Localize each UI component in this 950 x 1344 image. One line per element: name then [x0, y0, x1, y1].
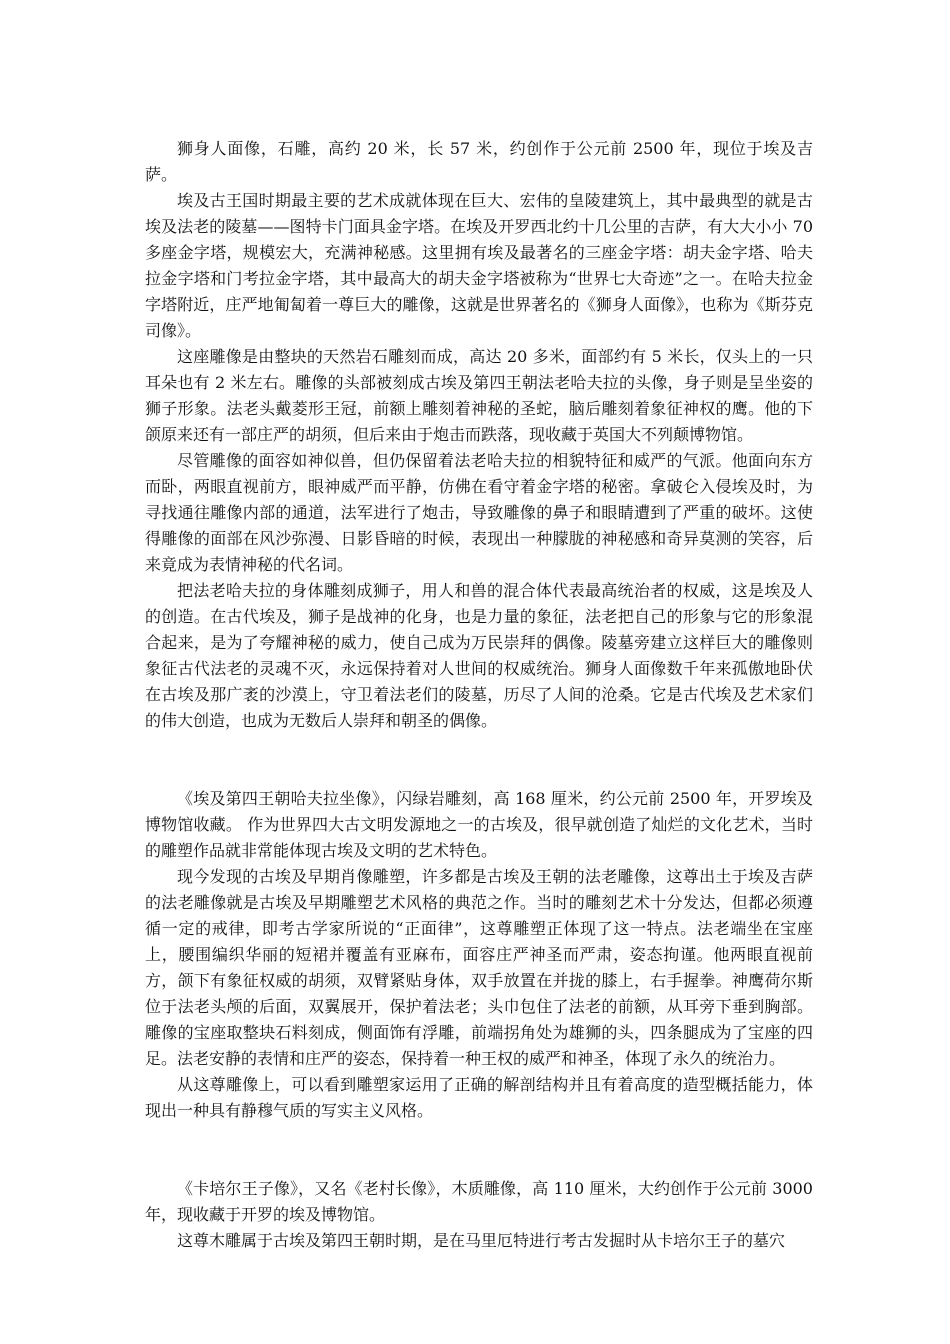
section-spacer	[145, 734, 813, 786]
paragraph: 狮身人面像，石雕，高约 20 米，长 57 米，约创作于公元前 2500 年，现位于埃及吉萨。	[145, 139, 813, 184]
paragraph: 这尊木雕属于古埃及第四王朝时期，是在马里厄特进行考古发掘时从卡培尔王子的墓穴	[177, 1231, 786, 1250]
paragraph: 从这尊雕像上，可以看到雕塑家运用了正确的解剖结构并且有着高度的造型概括能力，体现出一种具有静穆气质的写实主义风格。	[145, 1075, 813, 1120]
paragraph: 《卡培尔王子像》，又名《老村长像》，木质雕像，高 110 厘米，大约创作于公元前 3000 年，现收藏于开罗的埃及博物馆。	[145, 1179, 813, 1224]
section-sphinx	[145, 136, 813, 734]
paragraph: 《埃及第四王朝哈夫拉坐像》，闪绿岩雕刻，高 168 厘米，约公元前 2500 年，开罗埃及博物馆收藏。 作为世界四大古文明发源地之一的古埃及，很早就创造了灿烂的文化艺术，当时的雕塑作品就非常能体现古埃及文明的艺术特色。	[145, 789, 813, 860]
section-kaaper-statue	[145, 1176, 813, 1254]
section-khafre-statue	[145, 786, 813, 1124]
paragraph: 现今发现的古埃及早期肖像雕塑，许多都是古埃及王朝的法老雕像，这尊出土于埃及吉萨的法老雕像就是古埃及早期雕塑艺术风格的典范之作。当时的雕刻艺术十分发达，但都必须遵循一定的戒律，即考古学家所说的“正面律”，这尊雕塑正体现了这一特点。法老端坐在宝座上，腰围编织华丽的短裙并覆盖有亚麻布，面容庄严神圣而严肃，姿态拘谨。他两眼直视前方，颌下有象征权威的胡须，双臂紧贴身体，双手放置在并拢的膝上，右手握拳。神鹰荷尔斯位于法老头颅的后面，双翼展开，保护着法老；头巾包住了法老的前额，从耳旁下垂到胸部。雕像的宝座取整块石料刻成，侧面饰有浮雕，前端拐角处为雄狮的头，四条腿成为了宝座的四足。法老安静的表情和庄严的姿态，保持着一种王权的威严和神圣，体现了永久的统治力。	[145, 867, 813, 1068]
paragraph: 这座雕像是由整块的天然岩石雕刻而成，高达 20 多米，面部约有 5 米长，仅头上的一只耳朵也有 2 米左右。雕像的头部被刻成古埃及第四王朝法老哈夫拉的头像，身子则是呈坐姿的狮子形象。法老头戴菱形王冠，前额上雕刻着神秘的圣蛇，脑后雕刻着象征神权的鹰。他的下颌原来还有一部庄严的胡须，但后来由于炮击而跌落，现收藏于英国大不列颠博物馆。	[145, 347, 813, 444]
section-spacer	[145, 1124, 813, 1176]
document-body	[145, 136, 813, 1254]
paragraph: 尽管雕像的面容如神似兽，但仍保留着法老哈夫拉的相貌特征和威严的气派。他面向东方而卧，两眼直视前方，眼神威严而平静，仿佛在看守着金字塔的秘密。拿破仑入侵埃及时，为寻找通往雕像内部的通道，法军进行了炮击，导致雕像的鼻子和眼睛遭到了严重的破坏。这使得雕像的面部在风沙弥漫、日影昏暗的时候，表现出一种朦胧的神秘感和奇异莫测的笑容，后来竟成为表情神秘的代名词。	[145, 451, 813, 574]
paragraph: 把法老哈夫拉的身体雕刻成狮子，用人和兽的混合体代表最高统治者的权威，这是埃及人的创造。在古代埃及，狮子是战神的化身，也是力量的象征，法老把自己的形象与它的形象混合起来，是为了夸耀神秘的威力，使自己成为万民崇拜的偶像。陵墓旁建立这样巨大的雕像则象征古代法老的灵魂不灭，永远保持着对人世间的权威统治。狮身人面像数千年来孤傲地卧伏在古埃及那广袤的沙漠上，守卫着法老们的陵墓，历尽了人间的沧桑。它是古代埃及艺术家们的伟大创造，也成为无数后人崇拜和朝圣的偶像。	[145, 581, 813, 730]
paragraph: 埃及古王国时期最主要的艺术成就体现在巨大、宏伟的皇陵建筑上，其中最典型的就是古埃及法老的陵墓——图特卡门面具金字塔。在埃及开罗西北约十几公里的吉萨，有大大小小 70 多座金字塔，规模宏大，充满神秘感。这里拥有埃及最著名的三座金字塔：胡夫金字塔、哈夫拉金字塔和门考拉金字塔，其中最高大的胡夫金字塔被称为“世界七大奇迹”之一。在哈夫拉金字塔附近，庄严地匍匐着一尊巨大的雕像，这就是世界著名的《狮身人面像》，也称为《斯芬克司像》。	[145, 191, 813, 340]
